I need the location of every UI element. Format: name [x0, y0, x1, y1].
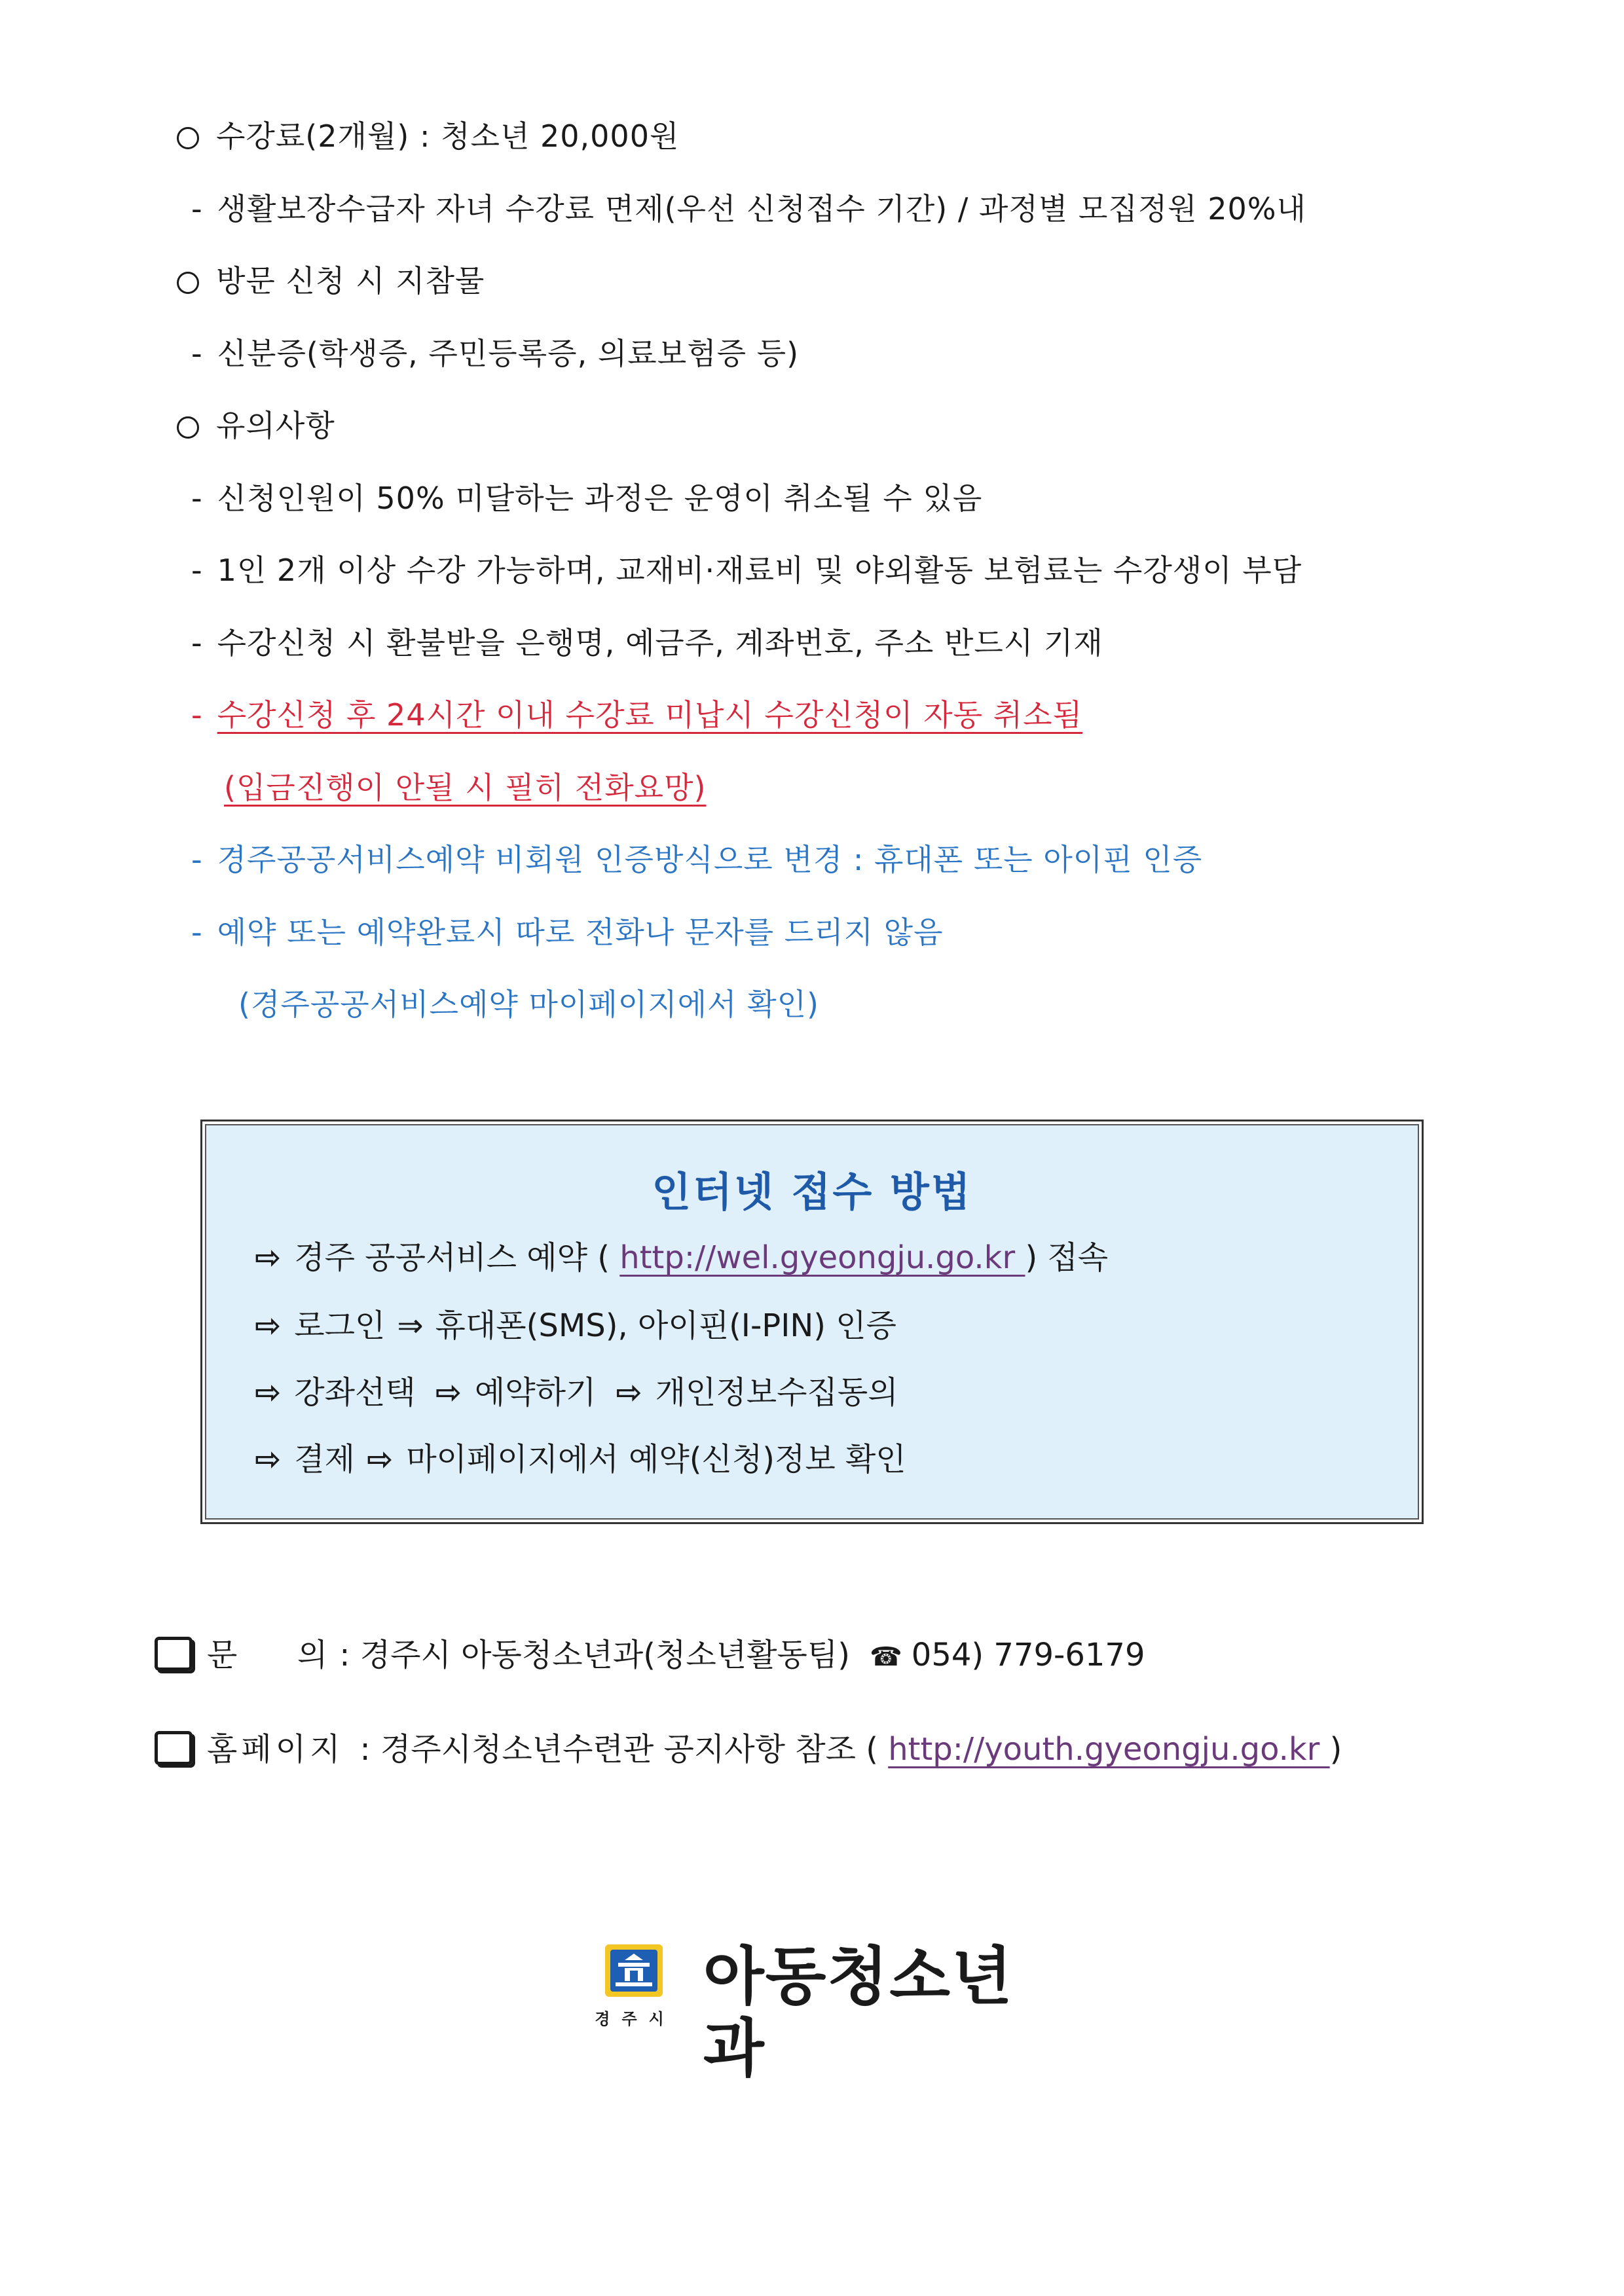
- note-line: [191, 551, 1302, 590]
- reservation-link[interactable]: http://wel.gyeongju.go.kr: [619, 1239, 1025, 1276]
- note-line: [177, 406, 335, 445]
- note-line: [191, 189, 1306, 228]
- note-line: [191, 479, 982, 518]
- circle-bullet-icon: [177, 272, 199, 294]
- arrow-right-icon: ⇨: [255, 1374, 282, 1411]
- box-title: 인터넷 접수 방법: [652, 1168, 972, 1216]
- dash-bullet: -: [191, 625, 203, 661]
- phone-icon: ☎: [869, 1642, 902, 1672]
- box-step-2: [255, 1306, 896, 1345]
- box-step-1: [255, 1238, 1108, 1277]
- inquiry-line: [155, 1634, 1145, 1678]
- homepage-value: : 경주시청소년수련관 공지사항 참조 (: [360, 1731, 889, 1768]
- arrow-right-icon: ⇨: [255, 1307, 282, 1344]
- note-text: 신청인원이 50% 미달하는 과정은 운영이 취소될 수 있음: [217, 481, 983, 516]
- step-text: 마이페이지에서 예약(신청)정보 확인: [406, 1441, 906, 1478]
- step-text: 개인정보수집동의: [655, 1374, 898, 1411]
- homepage-label: 홈페이지: [207, 1731, 344, 1768]
- note-text: 수강신청 시 환불받을 은행명, 예금주, 계좌번호, 주소 반드시 기재: [217, 625, 1103, 661]
- dash-bullet: -: [191, 697, 203, 733]
- note-text: 수강신청 후 24시간 이내 수강료 미납시 수강신청이 자동 취소됨: [217, 697, 1083, 733]
- square-bullet-icon: [155, 1637, 193, 1671]
- arrow-right-icon: ⇨: [255, 1441, 282, 1478]
- internet-registration-box: [200, 1120, 1424, 1524]
- note-line: [191, 334, 799, 373]
- note-text: 수강료(2개월) : 청소년 20,000원: [216, 118, 680, 154]
- note-line: [177, 261, 485, 301]
- step-text: ) 접속: [1025, 1239, 1109, 1276]
- gyeongju-emblem-icon: [602, 1942, 665, 1999]
- note-line: [238, 985, 819, 1024]
- note-line: [191, 913, 944, 952]
- box-step-3: [255, 1373, 898, 1412]
- phone-number: 054) 779-6179: [911, 1637, 1145, 1673]
- dash-bullet: -: [191, 553, 203, 588]
- square-bullet-icon: [155, 1731, 193, 1765]
- dash-bullet: -: [191, 191, 203, 227]
- circle-bullet-icon: [177, 416, 199, 439]
- note-text: (입금진행이 안될 시 필히 전화요망): [224, 770, 707, 805]
- arrow-right-icon: ⇨: [616, 1374, 642, 1411]
- note-text: 1인 2개 이상 수강 가능하며, 교재비·재료비 및 야외활동 보험료는 수강생이 부담: [217, 553, 1302, 588]
- homepage-link[interactable]: http://youth.gyeongju.go.kr: [888, 1731, 1330, 1768]
- footer-logo: [589, 1938, 1048, 2085]
- note-line: [191, 623, 1103, 663]
- dash-bullet: -: [191, 842, 203, 877]
- step-text: 로그인: [294, 1307, 386, 1344]
- homepage-line: [155, 1728, 1342, 1770]
- arrow-right-icon: ⇨: [255, 1239, 282, 1276]
- step-text: 휴대폰(SMS), 아이핀(I-PIN) 인증: [435, 1307, 897, 1344]
- dash-bullet: -: [191, 481, 203, 516]
- implies-icon: ⇒: [397, 1307, 424, 1344]
- emblem-label: 경주시: [595, 2010, 676, 2028]
- department-name: 아동청소년과: [703, 1940, 1014, 2085]
- step-text: 예약하기: [474, 1374, 597, 1411]
- note-text: 경주공공서비스예약 비회원 인증방식으로 변경 : 휴대폰 또는 아이핀 인증: [217, 842, 1203, 877]
- dash-bullet: -: [191, 915, 203, 950]
- note-line: [191, 840, 1202, 879]
- note-line: [177, 117, 679, 156]
- note-text: 예약 또는 예약완료시 따로 전화나 문자를 드리지 않음: [217, 915, 944, 950]
- note-text: (경주공공서비스예약 마이페이지에서 확인): [238, 987, 819, 1022]
- note-text: 방문 신청 시 지참물: [216, 263, 485, 299]
- note-line: [224, 768, 707, 807]
- step-text: 결제: [294, 1441, 355, 1478]
- circle-bullet-icon: [177, 127, 199, 149]
- arrow-right-icon: ⇨: [366, 1441, 394, 1478]
- arrow-right-icon: ⇨: [435, 1374, 462, 1411]
- step-text: 경주 공공서비스 예약 (: [294, 1239, 620, 1276]
- inquiry-label: 문 의: [207, 1637, 328, 1673]
- note-text: 생활보장수급자 자녀 수강료 면제(우선 신청접수 기간) / 과정별 모집정원 20%내: [217, 191, 1306, 227]
- step-text: 강좌선택: [294, 1374, 416, 1411]
- note-line: [191, 695, 1082, 735]
- note-text: 유의사항: [216, 408, 335, 443]
- homepage-close: ): [1329, 1731, 1342, 1768]
- inquiry-value: : 경주시 아동청소년과(청소년활동팀): [339, 1637, 850, 1673]
- note-text: 신분증(학생증, 주민등록증, 의료보험증 등): [217, 336, 800, 371]
- dash-bullet: -: [191, 336, 203, 371]
- box-step-4: [255, 1440, 906, 1479]
